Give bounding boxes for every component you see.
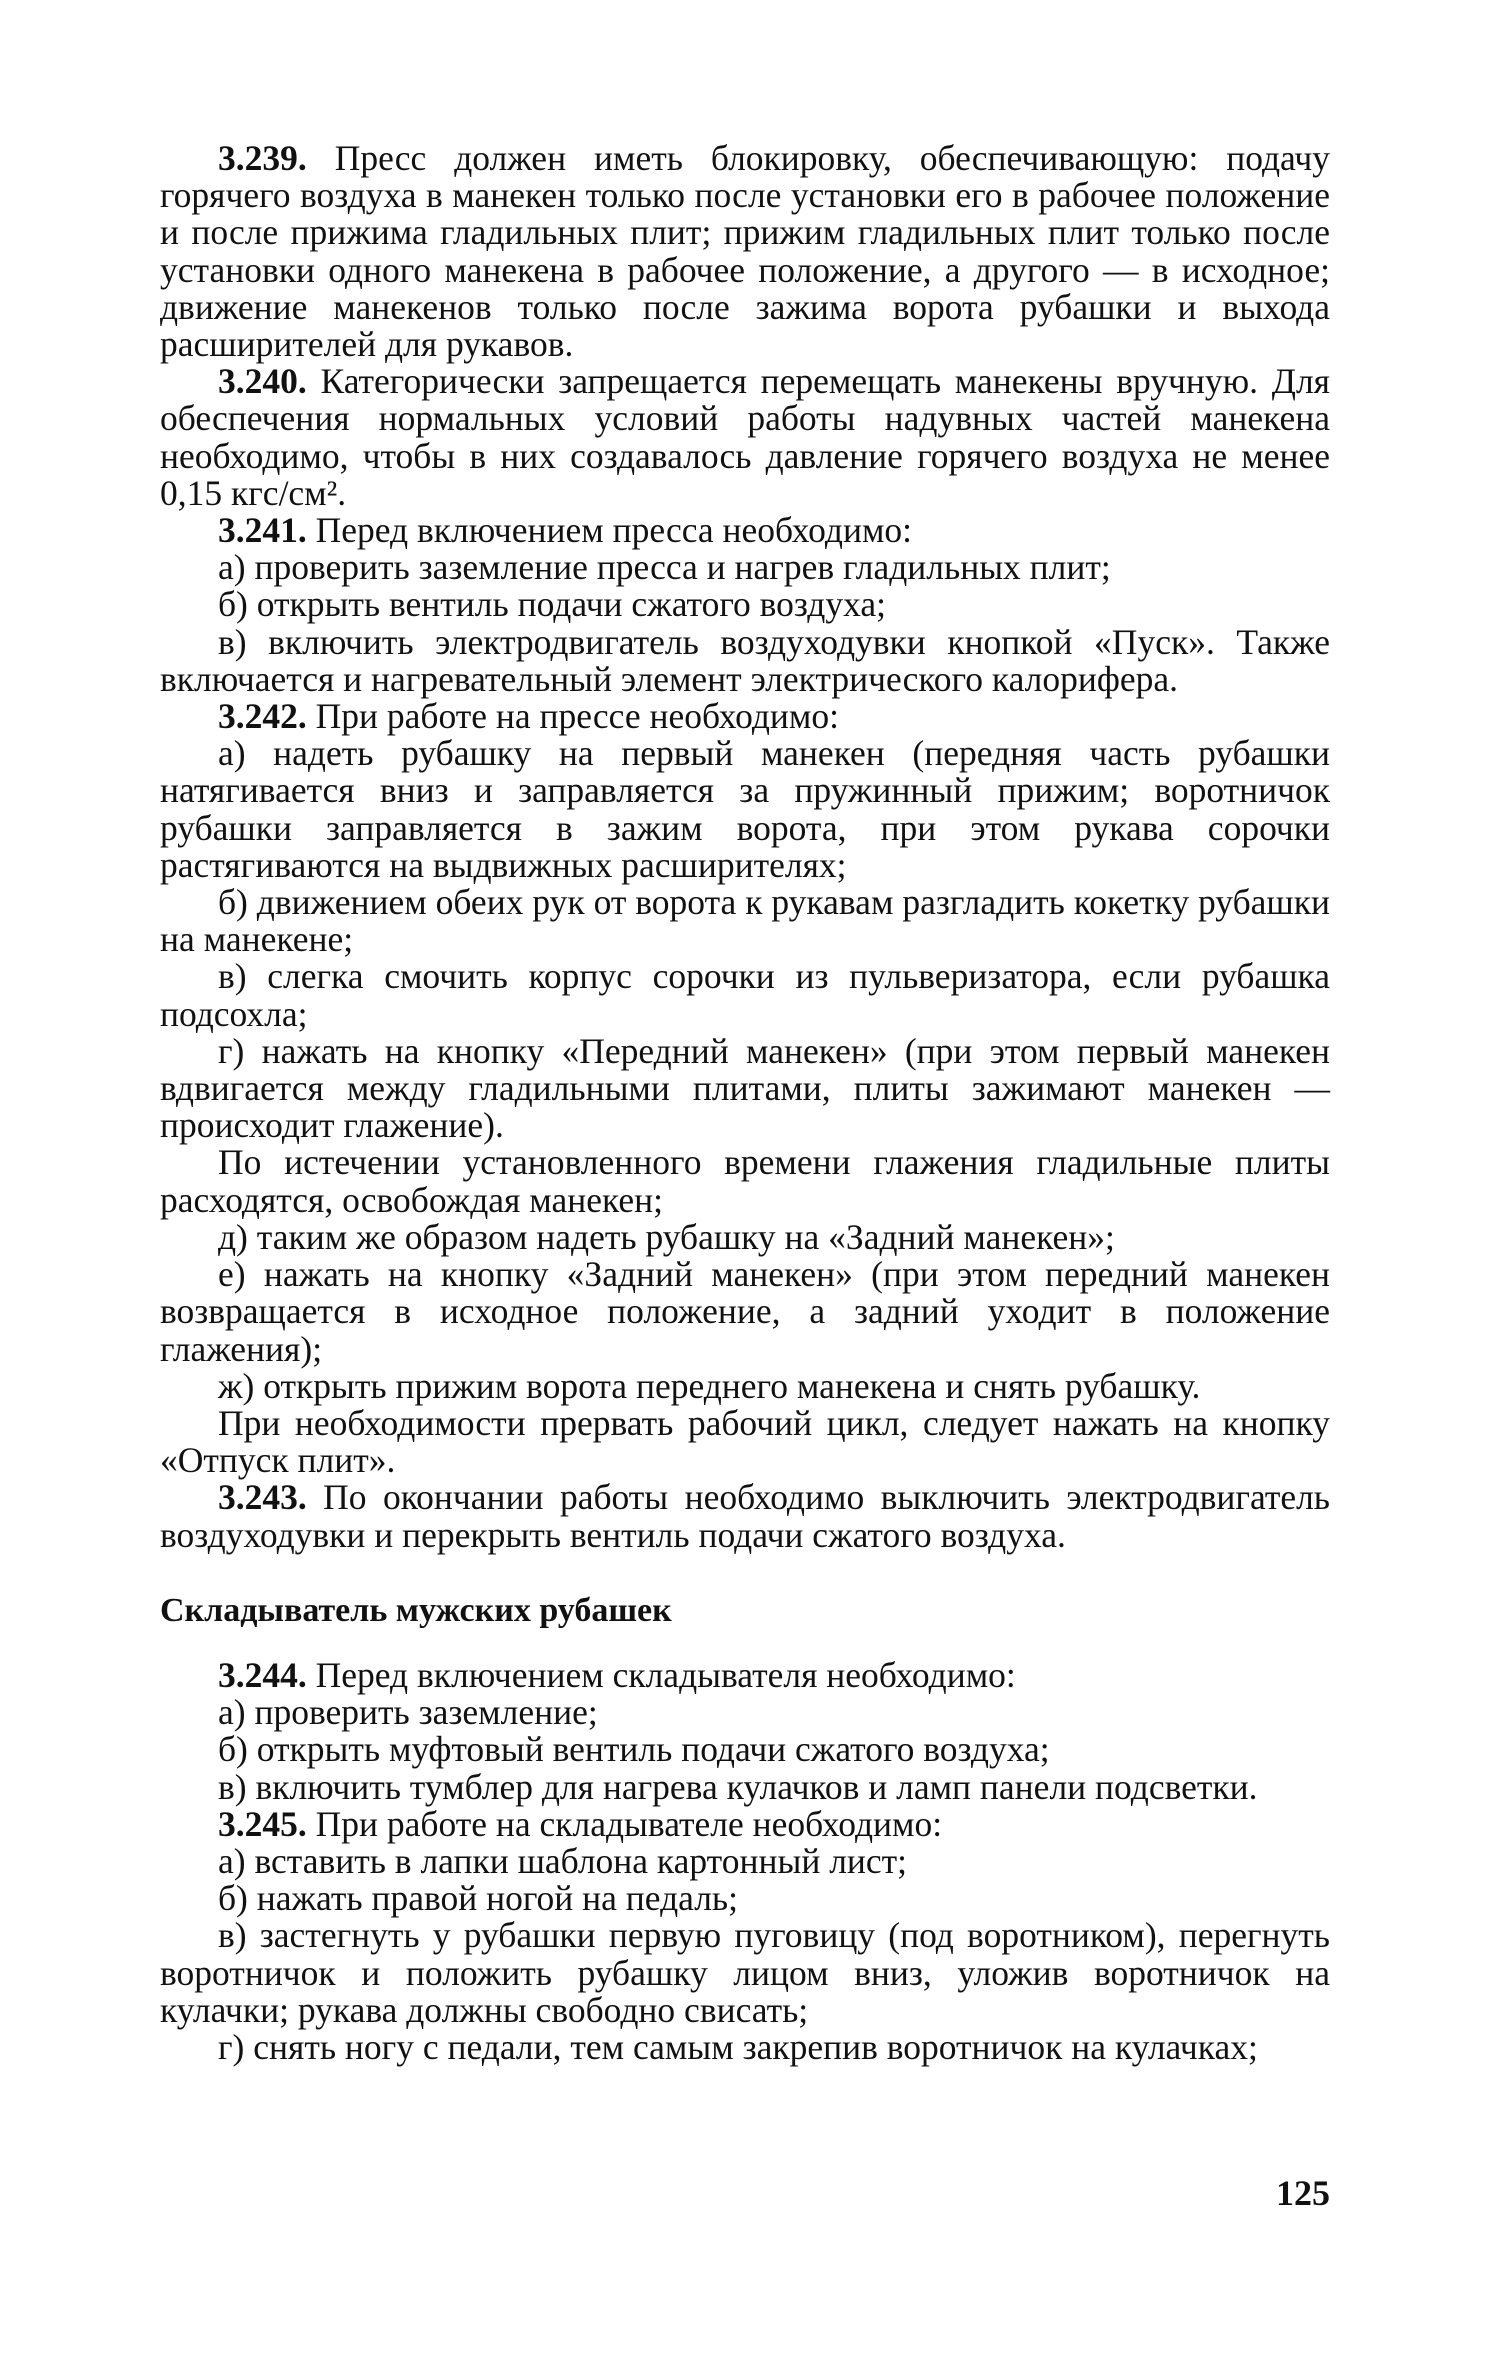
clause-number: 3.241.	[218, 510, 307, 551]
paragraph-text: е) нажать на кнопку «Задний манекен» (при этом передний манекен возвращается в исходное положение, а задний уходит в положение глажения);	[160, 1254, 1330, 1369]
paragraph	[160, 140, 1330, 363]
paragraph	[160, 1803, 1330, 1844]
paragraph	[160, 1654, 1330, 1695]
paragraph	[160, 698, 1330, 735]
paragraph-text: г) нажать на кнопку «Передний манекен» (при этом первый манекен вдвигается между гладильными плитами, плиты зажимают манекен — происходит глажение).	[160, 1030, 1330, 1146]
section-folder	[160, 1654, 1330, 2067]
paragraph-text: в) включить тумблер для нагрева кулачков и ламп панели подсветки.	[218, 1766, 1258, 1807]
paragraph-text: По истечении установленного времени глажения гладильные плиты расходятся, освобождая манекен;	[160, 1142, 1330, 1220]
paragraph-text: При работе на складывателе необходимо:	[306, 1803, 943, 1844]
paragraph-text: а) проверить заземление;	[218, 1692, 598, 1733]
paragraph	[160, 1479, 1330, 1553]
clause-number: 3.244.	[218, 1654, 307, 1695]
paragraph-text: б) открыть муфтовый вентиль подачи сжатого воздуха;	[218, 1729, 1050, 1770]
list-item	[160, 1880, 1330, 1917]
list-item	[160, 958, 1330, 1032]
paragraph-text: При необходимости прервать рабочий цикл, следует нажать на кнопку «Отпуск плит».	[160, 1402, 1330, 1481]
paragraph-text: Перед включением пресса необходимо:	[306, 510, 913, 551]
paragraph	[160, 1144, 1330, 1218]
paragraph-text: При работе на прессе необходимо:	[306, 696, 839, 737]
paragraph-text: ж) открыть прижим ворота переднего манекена и снять рубашку.	[218, 1365, 1201, 1406]
section-heading: Складыватель мужских рубашек	[160, 1591, 672, 1629]
paragraph-text: а) проверить заземление пресса и нагрев гладильных плит;	[218, 547, 1111, 588]
paragraph-text: в) слегка смочить корпус сорочки из пульверизатора, если рубашка подсохла;	[160, 956, 1330, 1034]
paragraph-text: Категорически запрещается перемещать манекены вручную. Для обеспечения нормальных условий работы надувных частей манекена необходимо, чтобы в них создавалось давление горячего воздуха не менее 0,15 кгс/см².	[160, 361, 1330, 513]
paragraph-text: б) открыть вентиль подачи сжатого воздуха;	[218, 584, 887, 625]
paragraph-text: д) таким же образом надеть рубашку на «Задний манекен»;	[218, 1216, 1115, 1257]
paragraph	[160, 1402, 1330, 1481]
list-item	[160, 1917, 1330, 2029]
paragraph-text: Пресс должен иметь блокировку, обеспечивающую: подачу горячего воздуха в манекен только после установки его в рабочее положение и после прижима гладильных плит; прижим гладильных плит только после установки одного манекена в рабочее положение, а другого — в исходное; движение манекенов только после зажима ворота рубашки и выхода расширителей для рукавов.	[160, 138, 1330, 365]
list-item	[160, 1840, 1330, 1881]
list-item	[160, 1365, 1330, 1406]
paragraph-text: Перед включением складывателя необходимо:	[306, 1654, 1016, 1695]
list-item	[160, 1766, 1330, 1807]
list-item	[160, 1694, 1330, 1731]
paragraph-text: в) застегнуть у рубашки первую пуговицу (под воротником), перегнуть воротничок и положить рубашку лицом вниз, уложив воротничок на кулачки; рукава должны свободно свисать;	[160, 1915, 1330, 2030]
clause-number: 3.239.	[218, 138, 307, 178]
paragraph-text: а) вставить в лапки шаблона картонный лист;	[218, 1840, 908, 1881]
paragraph	[160, 512, 1330, 549]
list-item	[160, 1030, 1330, 1146]
clause-number: 3.245.	[218, 1803, 307, 1844]
list-item	[160, 549, 1330, 586]
list-item	[160, 735, 1330, 884]
list-item	[160, 1731, 1330, 1768]
paragraph-text: По окончании работы необходимо выключить электродвигатель воздуходувки и перекрыть вентиль подачи сжатого воздуха.	[160, 1477, 1330, 1555]
page-number: 125	[1276, 2173, 1330, 2213]
list-item	[160, 2026, 1330, 2067]
paragraph-text: г) снять ногу с педали, тем самым закрепив воротничок на кулачках;	[218, 2026, 1258, 2067]
paragraph-text: б) движением обеих рук от ворота к рукавам разгладить кокетку рубашки на манекене;	[160, 882, 1330, 960]
list-item	[160, 1256, 1330, 1368]
paragraph-text: в) включить электродвигатель воздуходувки кнопкой «Пуск». Также включается и нагревательный элемент электрического калорифера.	[160, 621, 1330, 699]
list-item	[160, 621, 1330, 699]
paragraph-text: а) надеть рубашку на первый манекен (передняя часть рубашки натягивается вниз и заправляется за пружинный прижим; воротничок рубашки заправляется в зажим ворота, при этом рукава сорочки растягиваются на выдвижных расширителях;	[160, 733, 1330, 885]
list-item	[160, 1216, 1330, 1257]
clause-number: 3.240.	[218, 361, 307, 402]
paragraph-text: б) нажать правой ногой на педаль;	[218, 1878, 738, 1919]
clause-number: 3.242.	[218, 696, 307, 737]
list-item	[160, 586, 1330, 623]
list-item	[160, 884, 1330, 958]
paragraph	[160, 363, 1330, 512]
page-body	[160, 140, 1330, 2066]
clause-number: 3.243.	[218, 1477, 307, 1518]
section-press	[160, 140, 1330, 1554]
